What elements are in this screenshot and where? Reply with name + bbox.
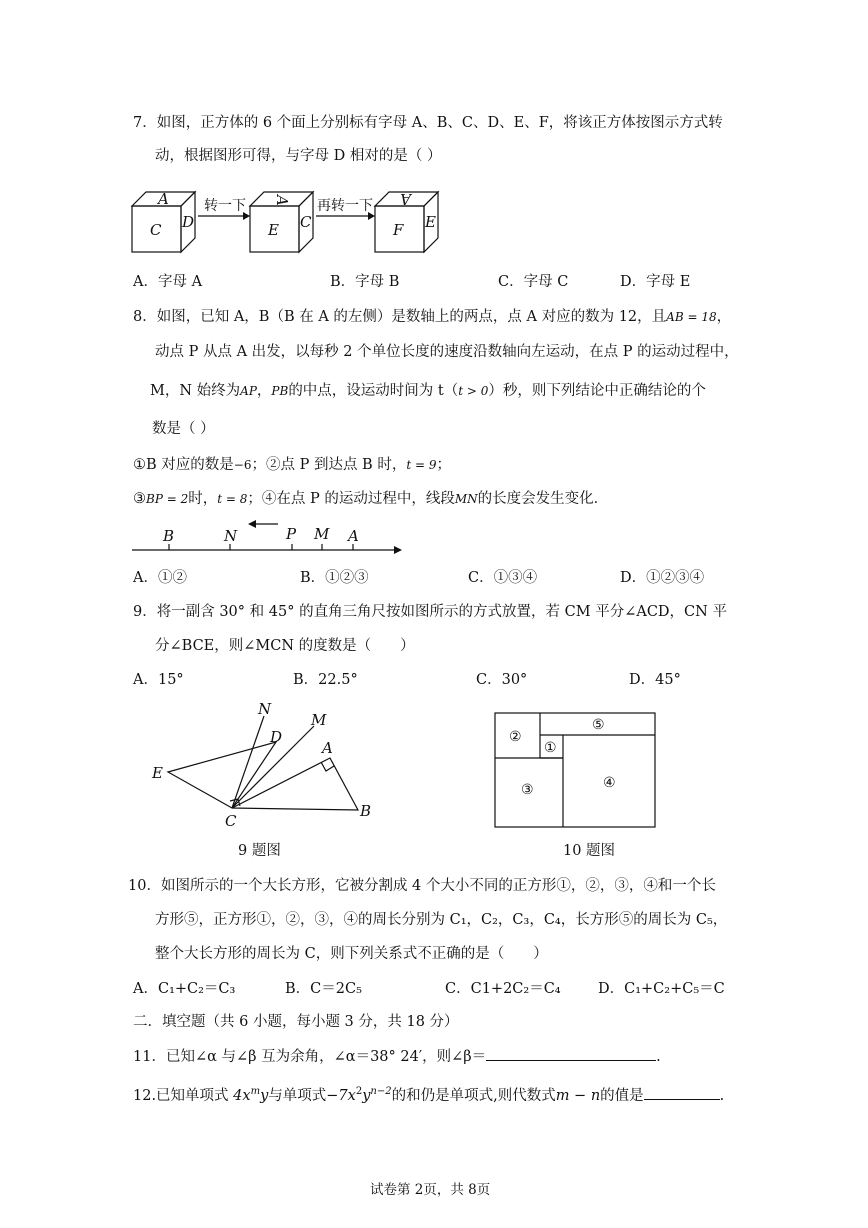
q7-cube-figure — [128, 186, 448, 256]
axis-label-m: M — [314, 525, 330, 543]
q10-option-b: B．C＝2C₅ — [285, 981, 362, 997]
q8-line1 — [133, 307, 731, 327]
section-2-heading: 二．填空题（共 6 小题，每小题 3 分，共 18 分） — [133, 1014, 459, 1030]
q8-s1-math2: t = 9 — [406, 458, 437, 472]
q8-s2-math1: BP = 2 — [146, 492, 189, 506]
cube2-top: A — [273, 195, 291, 206]
q12-answer-blank[interactable] — [644, 1085, 720, 1100]
q9-triangle-figure — [148, 698, 383, 833]
q7-option-c: C．字母 C — [498, 274, 569, 290]
q7-line2: 动，根据图形可得，与字母 D 相对的是（ ） — [155, 148, 442, 164]
q10-line1: 10．如图所示的一个大长方形，它被分割成 4 个大小不同的正方形①，②，③，④和一个长 — [128, 878, 716, 894]
q8-line3 — [150, 381, 706, 401]
q12-mono2: −7x — [326, 1087, 356, 1104]
q8-option-a: A．①② — [133, 570, 187, 586]
arrow2-label: 再转一下 — [317, 198, 373, 214]
q9-caption: 9 题图 — [238, 843, 281, 859]
axis-label-a: A — [348, 527, 359, 545]
region-4-label: ④ — [603, 775, 616, 791]
cube1-front: C — [150, 221, 162, 239]
cube3-right: E — [425, 213, 436, 231]
q8-line1-text: 8．如图，已知 A，B（B 在 A 的左侧）是数轴上的两点，点 A 对应的数为 12，且 — [133, 309, 667, 325]
cube2-right: C — [300, 213, 312, 231]
q11-text: 11．已知∠α 与∠β 互为余角，∠α＝38° 24′，则∠β＝ — [133, 1049, 487, 1065]
cube1-right: D — [182, 213, 195, 231]
q8-s1-end: ； — [436, 457, 451, 473]
q10-caption: 10 题图 — [563, 843, 616, 859]
q10-option-a: A．C₁+C₂＝C₃ — [133, 981, 236, 997]
region-1-label: ① — [544, 740, 557, 756]
q8-option-d: D．①②③④ — [620, 570, 705, 586]
region-2-label: ② — [509, 729, 522, 745]
q8-line4: 数是（ ） — [152, 421, 215, 437]
label-n: N — [258, 700, 272, 718]
q8-s1-mid: ；②点 P 到达点 B 时， — [251, 457, 407, 473]
q10-line2: 方形⑤，正方形①，②，③，④的周长分别为 C₁，C₂，C₃，C₄，长方形⑤的周长为 C₅， — [155, 912, 728, 928]
q12-mono2-y: y — [362, 1087, 371, 1104]
q8-line2: 动点 P 从点 A 出发，以每秒 2 个单位长度的速度沿数轴向左运动，在点 P 的运动过程中， — [155, 344, 739, 360]
q12-mono1-exp: m — [250, 1086, 261, 1097]
q11-line — [133, 1046, 661, 1067]
q9-line2: 分∠BCE，则∠MCN 的度数是（ ） — [155, 638, 415, 654]
q9-option-b: B．22.5° — [293, 672, 358, 688]
q12-mono2-exp2: n−2 — [370, 1086, 392, 1097]
q10-option-d: D．C₁+C₂+C₅＝C — [598, 981, 725, 997]
q12-text-d: 的值是 — [600, 1087, 644, 1104]
axis-label-b: B — [163, 527, 175, 545]
q12-text-a: 12.已知单项式 — [133, 1087, 234, 1104]
cube3-front: F — [393, 221, 404, 239]
q9-option-d: D．45° — [629, 672, 681, 688]
q10-rectangle-figure — [492, 710, 660, 832]
q12-text-b: 与单项式 — [268, 1087, 327, 1104]
arrow1-label: 转一下 — [204, 198, 246, 214]
q12-line — [133, 1082, 724, 1106]
label-a: A — [322, 739, 333, 757]
cube3-top: A — [400, 190, 411, 208]
q8-number-line — [128, 516, 408, 561]
q8-s2-mid2: ；④在点 P 的运动过程中，线段 — [247, 491, 455, 507]
axis-label-p: P — [286, 525, 297, 543]
q8-s2-end: 的长度会发生变化． — [477, 491, 609, 507]
cube2-front: E — [268, 221, 279, 239]
q7-line1: 7．如图，正方体的 6 个面上分别标有字母 A、B、C、D、E、F，将该正方体按图示方式转 — [133, 115, 723, 131]
q8-option-c: C．①③④ — [468, 570, 538, 586]
q8-line3-mid: 的中点，设运动时间为 t（ — [288, 383, 459, 399]
q8-line1-end: ， — [716, 309, 732, 325]
q8-line3-text: M，N 始终为 — [150, 383, 241, 399]
q7-option-a: A．字母 A — [133, 274, 203, 290]
q9-option-a: A．15° — [133, 672, 184, 688]
q8-s1-text: ①B 对应的数是 — [133, 457, 234, 473]
label-c: C — [225, 812, 237, 830]
q8-option-b: B．①②③ — [300, 570, 369, 586]
q9-option-c: C．30° — [476, 672, 528, 688]
label-d: D — [270, 728, 283, 746]
q7-option-b: B．字母 B — [330, 274, 400, 290]
q8-statement1 — [133, 455, 451, 475]
region-5-label: ⑤ — [592, 717, 605, 733]
label-m: M — [311, 711, 327, 729]
q9-line1: 9．将一副含 30° 和 45° 的直角三角尺按如图所示的方式放置，若 CM 平分∠ACD，CN 平 — [133, 604, 727, 620]
q8-ap-math: AP — [240, 384, 257, 398]
q8-s2-math2: t = 8 — [217, 492, 248, 506]
q12-text-c: 的和仍是单项式,则代数式 — [391, 1087, 556, 1104]
q8-s2-text: ③ — [133, 491, 146, 507]
q12-mono1-y: y — [260, 1087, 269, 1104]
cube1-top: A — [158, 190, 169, 208]
q12-mono1: 4x — [233, 1087, 251, 1104]
q8-s2-mid: 时， — [188, 491, 218, 507]
q8-t-math: t > 0 — [458, 384, 489, 398]
q11-end: . — [656, 1049, 661, 1065]
q8-s2-math3: MN — [454, 492, 478, 506]
q12-end: . — [719, 1087, 725, 1104]
q8-pb-math: PB — [271, 384, 289, 398]
q12-mn-math: m − n — [555, 1087, 601, 1104]
q11-answer-blank[interactable] — [486, 1046, 656, 1061]
q8-line3-sep: ， — [256, 383, 272, 399]
label-b: B — [360, 802, 372, 820]
axis-label-n: N — [224, 527, 238, 545]
q8-line3-end: ）秒，则下列结论中正确结论的个 — [488, 383, 706, 399]
q8-s1-math1: −6 — [233, 458, 252, 472]
q8-statement2 — [133, 489, 608, 509]
q7-option-d: D．字母 E — [620, 274, 691, 290]
q12-mono2-exp: 2 — [355, 1086, 363, 1097]
q8-ab-math: AB = 18 — [666, 310, 717, 324]
label-e: E — [152, 764, 163, 782]
region-3-label: ③ — [521, 782, 534, 798]
q10-option-c: C．C1+2C₂＝C₄ — [445, 981, 561, 997]
q10-line3: 整个大长方形的周长为 C，则下列关系式不正确的是（ ） — [155, 946, 548, 962]
page-footer: 试卷第 2页，共 8页 — [370, 1182, 491, 1198]
